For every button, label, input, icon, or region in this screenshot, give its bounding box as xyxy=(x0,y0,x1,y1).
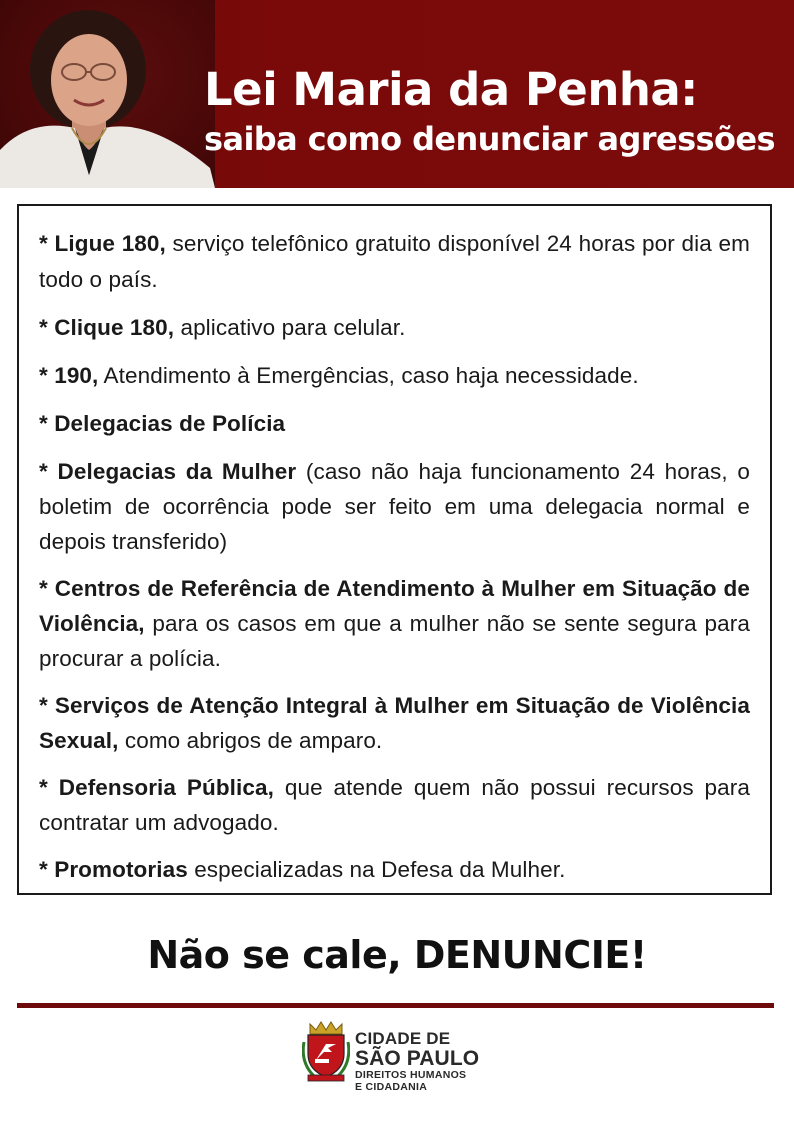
item-lead: * Delegacias da Mulher xyxy=(39,459,297,484)
list-item xyxy=(39,226,750,298)
list-item xyxy=(39,688,750,758)
services-box xyxy=(17,204,772,895)
list-item xyxy=(39,358,750,394)
item-text: para os casos em que a mulher não se sente segura para procurar a polícia. xyxy=(39,611,750,671)
list-item xyxy=(39,852,750,887)
logo-line-dept-2: E CIDADANIA xyxy=(355,1081,428,1093)
logo-line-city: CIDADE DE xyxy=(355,1029,451,1048)
item-lead: * Centros de Referência de Atendimento à Mulher em Situação de Violência, xyxy=(39,576,750,636)
city-logo xyxy=(302,1020,502,1110)
page-subtitle: saiba como denunciar agressões xyxy=(204,120,775,158)
logo-text xyxy=(355,1030,479,1093)
item-text: como abrigos de amparo. xyxy=(118,728,383,753)
item-lead: * Promotorias xyxy=(39,857,188,882)
coat-of-arms-icon xyxy=(302,1020,350,1082)
item-text: serviço telefônico gratuito disponível 24 horas por dia em todo o país. xyxy=(39,231,750,292)
item-lead: * Serviços de Atenção Integral à Mulher em Situação de Violência Sexual, xyxy=(39,693,750,753)
item-lead: * 190, xyxy=(39,363,99,388)
page-title: Lei Maria da Penha: xyxy=(204,63,698,116)
slogan: Não se cale, DENUNCIE! xyxy=(147,933,647,977)
item-lead: * Clique 180, xyxy=(39,315,175,340)
item-text: (caso não haja funcionamento 24 horas, o boletim de ocorrência pode ser feito em uma delegacia normal e depois transferido) xyxy=(39,459,750,554)
item-text: Atendimento à Emergências, caso haja necessidade. xyxy=(98,363,639,388)
list-item xyxy=(39,406,750,442)
item-text: aplicativo para celular. xyxy=(174,315,406,340)
logo-line-name: SÃO PAULO xyxy=(355,1047,480,1070)
item-lead: * Ligue 180, xyxy=(39,231,166,256)
item-lead: * Defensoria Pública, xyxy=(39,775,274,800)
divider xyxy=(17,1003,774,1008)
item-lead: * Delegacias de Polícia xyxy=(39,411,286,436)
portrait-photo xyxy=(0,0,215,188)
header-banner xyxy=(0,0,794,188)
list-item xyxy=(39,454,750,559)
item-text: especializadas na Defesa da Mulher. xyxy=(187,857,566,882)
item-text: que atende quem não possui recursos para contratar um advogado. xyxy=(39,775,750,835)
list-item xyxy=(39,770,750,840)
logo-line-dept-1: DIREITOS HUMANOS xyxy=(355,1069,467,1081)
list-item xyxy=(39,571,750,676)
list-item xyxy=(39,310,750,346)
